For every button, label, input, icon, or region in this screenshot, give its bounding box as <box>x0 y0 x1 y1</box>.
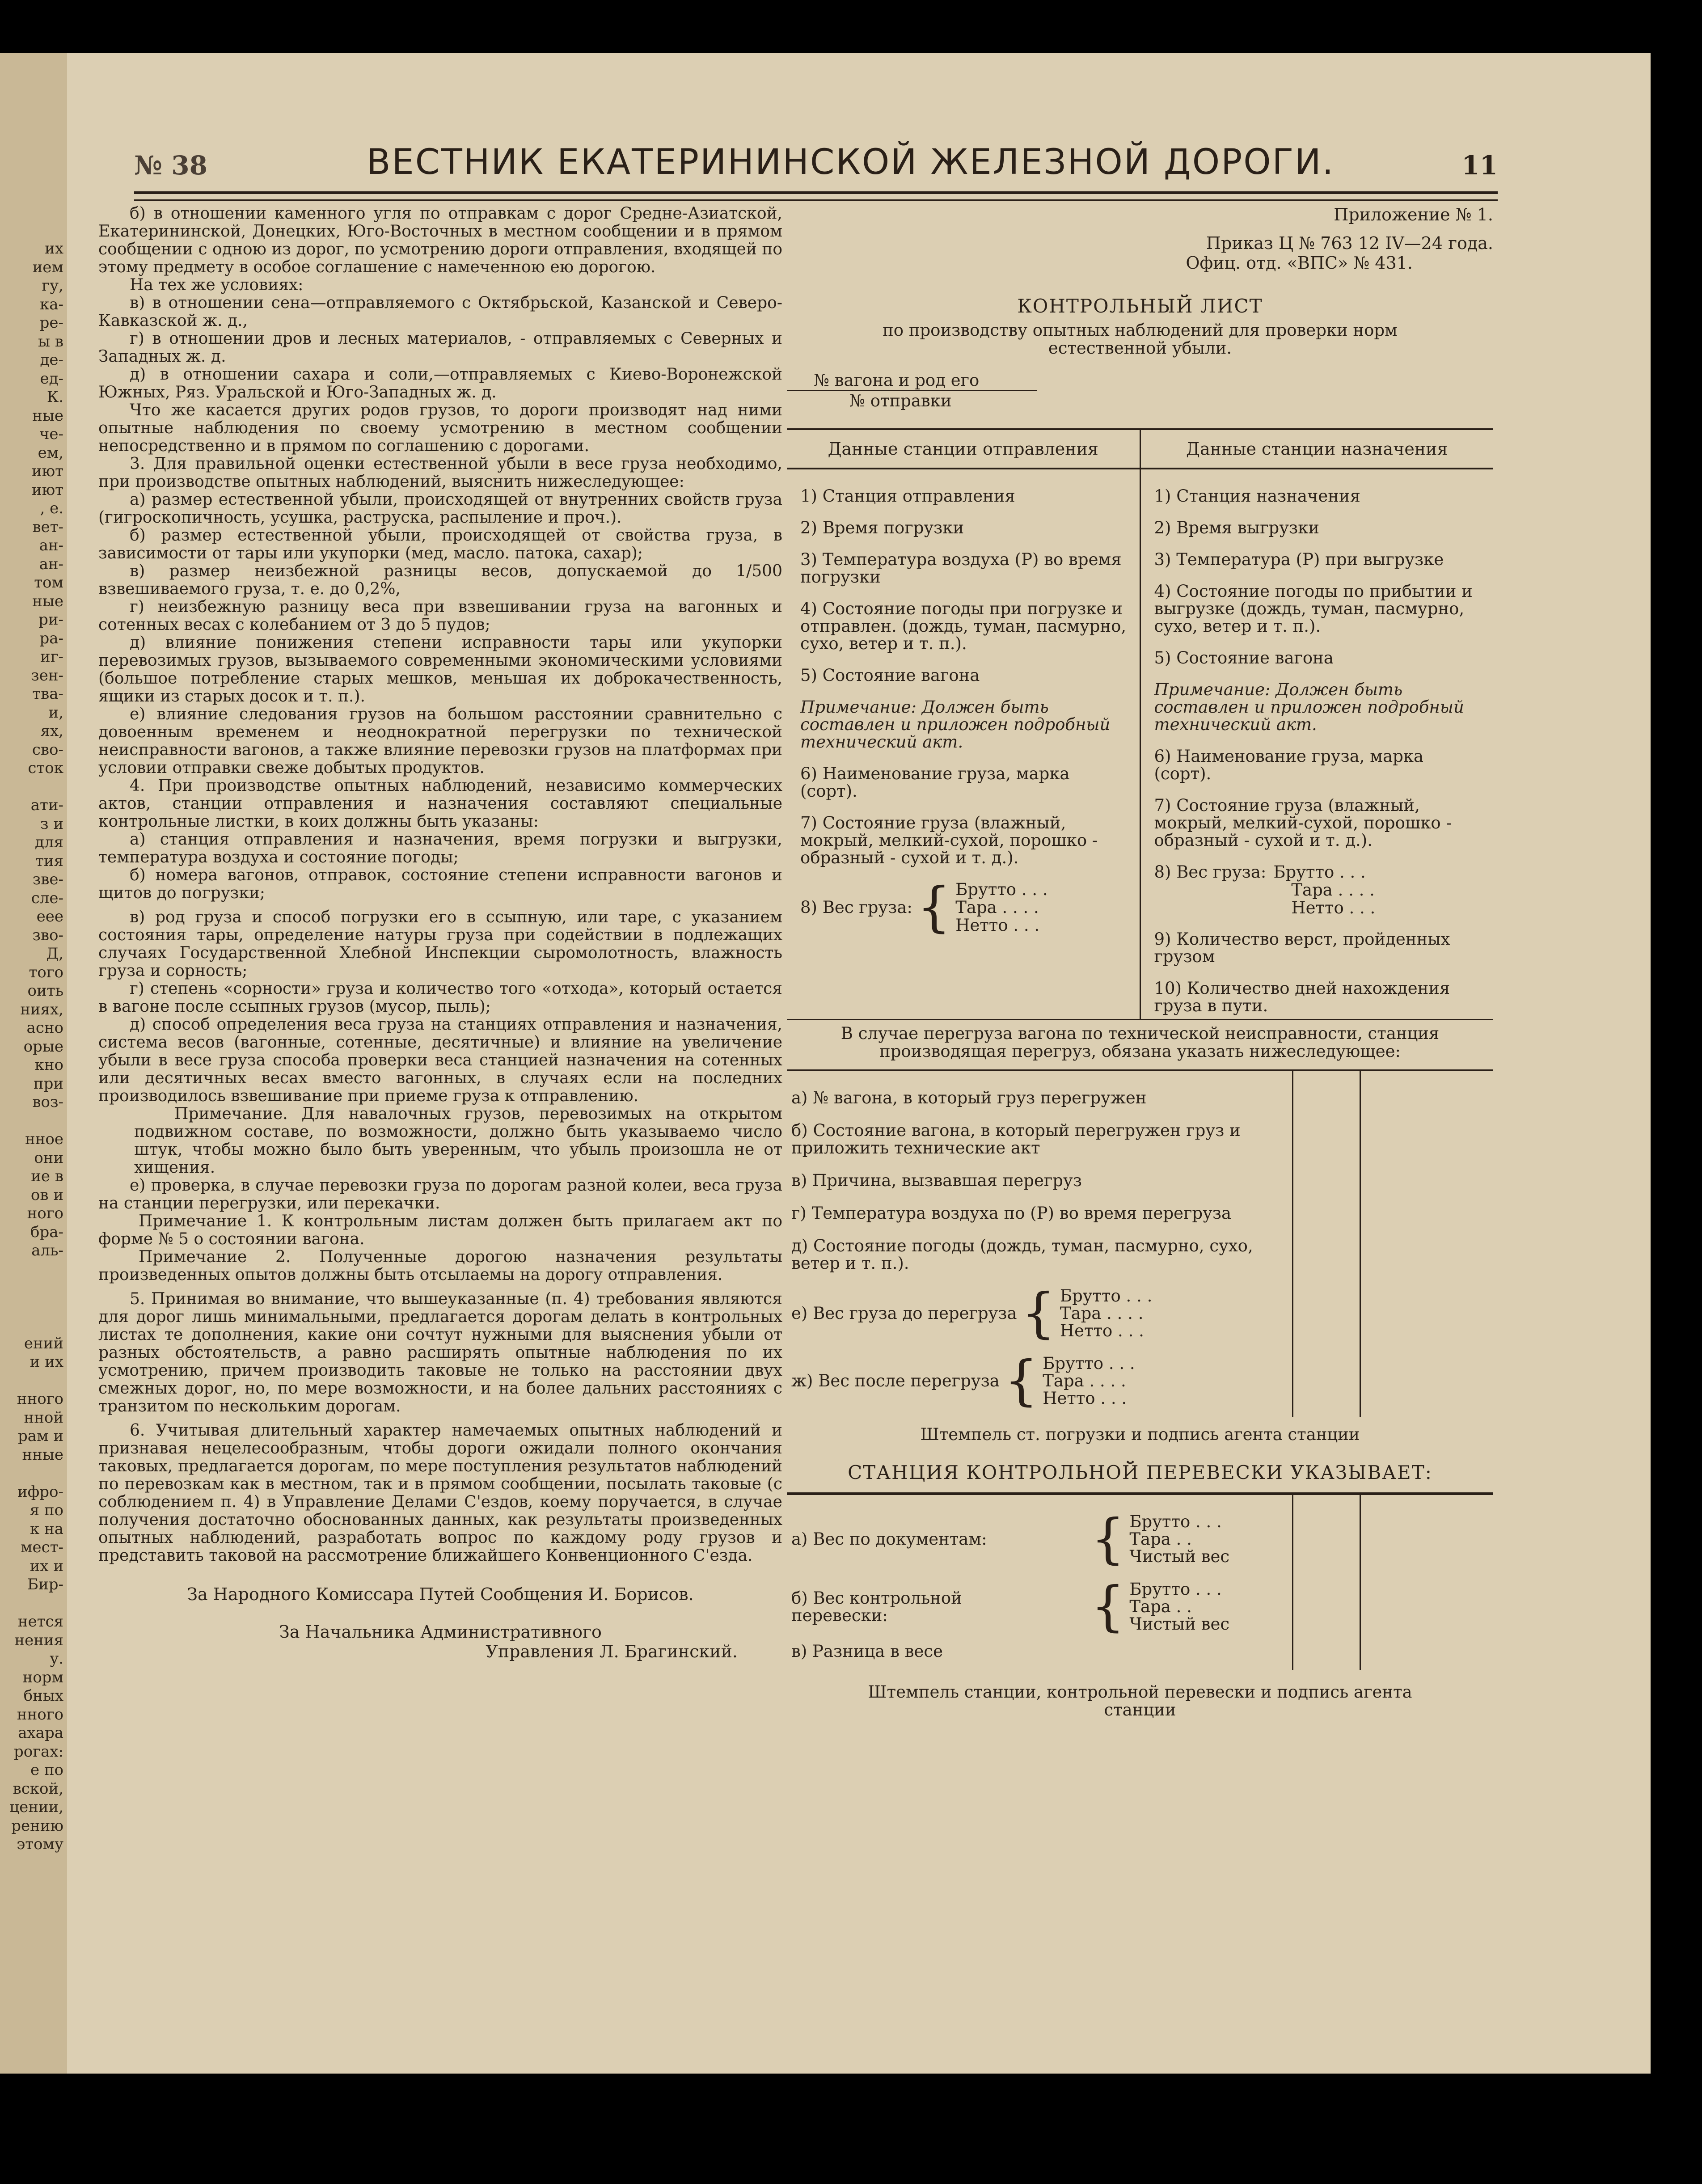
previous-page-fragment: том <box>34 574 63 591</box>
cell <box>1360 1071 1427 1116</box>
dst-weight-label: 8) Вес груза: <box>1154 862 1267 882</box>
previous-page-fragment <box>0 1112 67 1131</box>
previous-page-fragment: они <box>34 1149 63 1167</box>
brutto-label: Брутто . . . <box>1060 1286 1153 1305</box>
reload-e <box>787 1282 1292 1349</box>
netto-label: Нетто . . . <box>955 916 1040 935</box>
previous-page-fragment: че- <box>39 425 63 443</box>
appendix-label: Приложение № 1. <box>1334 205 1493 224</box>
destination-data <box>1140 469 1494 1019</box>
cell <box>1360 1116 1427 1166</box>
previous-page-fragment: ные <box>32 406 63 425</box>
paragraph: б) в отношении каменного угля по отправкам с дорог Средне-Азиатской, Екатерининской, Донецких, Юго-Восточных в местном сообщении и в прямом сообщении с одною из дорог, по усмотрению дороги отправления, входящей по этому предмету в особое соглашение с намеченною ею дорогою. <box>98 204 782 276</box>
cell <box>1360 1575 1427 1643</box>
cell <box>1360 1495 1427 1575</box>
section-3v: в) размер неизбежной разницы весов, допускаемой до 1/500 взвешиваемого груза, т. е. до 0,2%, <box>98 562 782 598</box>
left-column <box>98 205 782 1661</box>
dep-weight-values <box>955 881 1047 934</box>
previous-page-fragment: воз- <box>32 1093 63 1111</box>
section-3e: е) влияние следования грузов на большом расстоянии сравнительно с довоенным временем и неоднократной перегрузки по технической неисправности вагонов, а также влияние перевозки грузов на платформах при условии отправки свеже добытых продуктов. <box>98 705 782 777</box>
previous-page-fragment: ного <box>27 1204 63 1222</box>
previous-page-fragment: ахара <box>18 1724 63 1742</box>
brutto-label: Брутто . . . <box>1273 862 1366 882</box>
cell <box>1360 1166 1427 1199</box>
section-4a: а) станция отправления и назначения, время погрузки и выгрузки, температура воздуха и состояние погоды; <box>98 830 782 866</box>
previous-page-fragment: ан- <box>39 555 63 573</box>
reload-b: б) Состояние вагона, в который перегружен груз и приложить технические акт <box>791 1121 1241 1157</box>
previous-page-fragment: этому <box>17 1835 63 1853</box>
reload-row <box>787 1166 1493 1199</box>
previous-page-fragment: нного <box>17 1705 63 1724</box>
dst-item-9: 9) Количество верст, пройденных грузом <box>1154 929 1450 966</box>
previous-page-fragment: ед- <box>40 369 63 388</box>
control-b <box>787 1575 1292 1643</box>
brutto-label: Брутто . . . <box>1129 1580 1222 1599</box>
dep-weight-label: 8) Вес груза: <box>800 898 912 917</box>
signature-head-line1: За Начальника Административного <box>279 1622 602 1642</box>
issue-number: № 38 <box>134 150 207 181</box>
dst-item-4: 4) Состояние погоды по прибытии и выгрузке (дождь, туман, пасмурно, сухо, ветер и т. п.). <box>1154 582 1473 636</box>
departure-data <box>787 469 1140 1019</box>
previous-page-fragment: иг- <box>40 648 63 666</box>
form-subtitle: по производству опытных наблюдений для проверки норм естественной убыли. <box>883 321 1398 358</box>
dep-item-6: 6) Наименование груза, марка (сорт). <box>800 764 1070 801</box>
shipment-label: № отправки <box>849 391 952 410</box>
paragraph: Что же касается других родов грузов, то дороги производят над ними опытные наблюдения по своему усмотрению в местном сообщении непосредственно и в прямом по соглашению с дорогами. <box>98 401 782 455</box>
tara-label: Тара . . . . <box>1291 880 1375 900</box>
previous-page-fragment: зво- <box>32 926 63 944</box>
form-body <box>787 469 1493 1019</box>
reload-row <box>787 1116 1493 1166</box>
dst-note: Примечание: Должен быть составлен и приложен подробный технический акт. <box>1154 680 1464 734</box>
previous-page-fragment <box>0 1316 67 1335</box>
previous-page-fragment: ие в <box>31 1167 63 1185</box>
previous-page-fragment: я по <box>30 1501 63 1519</box>
reload-intro: В случае перегруза вагона по технической неисправности, станция производящая перегруз, обязана указать нижеследующее: <box>840 1024 1440 1061</box>
section-3g: г) неизбежную разницу веса при взвешивании груза на вагонных и сотенных весах с колебанием от 3 до 5 пудов; <box>98 598 782 634</box>
previous-page-fragment: ри- <box>38 611 63 629</box>
brace-icon: { <box>1091 1508 1125 1570</box>
right-column <box>787 205 1493 1719</box>
cell <box>1292 1071 1360 1116</box>
previous-page-fragment: нные <box>22 1445 63 1464</box>
previous-page-fragment: у. <box>50 1650 63 1668</box>
previous-page-fragment: аль- <box>31 1242 63 1259</box>
control-row <box>787 1643 1493 1670</box>
wagon-label: № вагона и род его <box>787 371 1037 391</box>
section-4-note: Примечание. Для навалочных грузов, перевозимых на открытом подвижном составе, по возможности, должно быть указываемо число штук, чтобы можно было быть уверенным, что убыль произошла не от хищения. <box>134 1105 782 1177</box>
paragraph: в) в отношении сена—отправляемого с Октябрьской, Казанской и Северо-Кавказской ж. д., <box>98 294 782 330</box>
dep-item-4: 4) Состояние погоды при погрузке и отправлен. (дождь, туман, пасмурно, сухо, ветер и т. п.). <box>800 599 1127 653</box>
dst-item-6: 6) Наименование груза, марка (сорт). <box>1154 747 1424 783</box>
previous-page-fragment: гу, <box>42 277 63 295</box>
tara-label: Тара . . . . <box>955 898 1039 917</box>
control-b-label: б) Вес контрольной перевески: <box>791 1588 962 1625</box>
previous-page-fragment: , е. <box>40 499 63 517</box>
previous-page-fragment: сток <box>28 759 63 777</box>
control-row <box>787 1495 1493 1575</box>
brutto-label: Брутто . . . <box>1043 1354 1135 1373</box>
previous-page-fragment <box>0 1372 67 1390</box>
brace-icon: { <box>1004 1349 1039 1412</box>
previous-page-fragment: тия <box>35 852 63 870</box>
previous-page-fragment: сле- <box>31 889 63 907</box>
previous-page-fragment: к на <box>30 1520 63 1538</box>
control-a <box>787 1495 1292 1575</box>
previous-page-fragment: де- <box>40 351 63 369</box>
previous-page-fragment: еее <box>36 908 63 925</box>
destination-header: Данные станции назначения <box>1140 430 1494 468</box>
previous-page-fragment: ием <box>32 258 63 276</box>
previous-page-fragment: сво- <box>32 740 63 759</box>
reload-row <box>787 1349 1493 1417</box>
brace-icon: { <box>1021 1282 1056 1344</box>
dst-item-10: 10) Количество дней нахождения груза в пути. <box>1154 979 1450 1015</box>
dep-item-1: 1) Станция отправления <box>800 486 1015 506</box>
previous-page-fragment: бра- <box>30 1223 63 1241</box>
section-3: 3. Для правильной оценки естественной убыли в весе груза необходимо, при производстве опытных наблюдений, выяснить нижеследующее: <box>98 455 782 491</box>
previous-page-fragment: ре- <box>39 314 63 332</box>
reload-row <box>787 1071 1493 1116</box>
previous-page-fragment: и, <box>48 703 63 722</box>
control-b-values <box>1129 1580 1229 1633</box>
stamp-control-station: Штемпель станции, контрольной перевески и подпись агента станции <box>868 1682 1412 1719</box>
reload-zh <box>787 1349 1292 1417</box>
signature-head-line2: Управления Л. Брагинский. <box>486 1642 738 1661</box>
clean-weight-label: Чистый вес <box>1129 1547 1230 1566</box>
previous-page-fragment: нной <box>24 1408 63 1427</box>
paragraph: д) в отношении сахара и соли,—отправляемых с Киево-Воронежской Южных, Ряз. Уральской и Юго-Западных ж. д. <box>98 365 782 401</box>
previous-page-fragment <box>0 1297 67 1316</box>
dst-item-2: 2) Время выгрузки <box>1154 518 1319 537</box>
stamp-loading-station: Штемпель ст. погрузки и подпись агента станции <box>920 1425 1360 1444</box>
form-title: КОНТРОЛЬНЫЙ ЛИСТ <box>1017 295 1263 317</box>
brace-icon: { <box>1091 1575 1125 1638</box>
cell <box>1360 1643 1427 1670</box>
cell <box>1292 1199 1360 1232</box>
previous-page-fragment: ан- <box>39 536 63 554</box>
brutto-label: Брутто . . . <box>1129 1512 1222 1531</box>
previous-page-fragment: кно <box>34 1056 63 1074</box>
tara-label: Тара . . <box>1129 1529 1192 1549</box>
previous-page-fragment <box>0 778 67 797</box>
cell <box>1360 1282 1427 1349</box>
dst-item-7: 7) Состояние груза (влажный, мокрый, мелкий-сухой, порошко - образный - сухой и т. д.). <box>1154 796 1452 850</box>
previous-page-fragment: е по <box>30 1761 63 1779</box>
dep-weight <box>800 876 1131 938</box>
page-number: 11 <box>1461 150 1498 181</box>
reload-g: г) Температура воздуха по (Р) во время перегруза <box>791 1204 1232 1223</box>
previous-page-fragment: рам и <box>18 1427 63 1445</box>
previous-page-fragment: зен- <box>31 666 63 684</box>
previous-page-fragment: ифро- <box>17 1483 63 1501</box>
previous-page-fragment: иют <box>31 462 63 480</box>
reload-e-values <box>1060 1287 1152 1339</box>
previous-page-fragment: Д, <box>46 945 63 963</box>
previous-page-fragment: при <box>33 1074 63 1093</box>
cell <box>1292 1495 1360 1575</box>
previous-page-fragment <box>0 1594 67 1613</box>
previous-page-fragment: ений <box>24 1334 63 1352</box>
cell <box>1360 1199 1427 1232</box>
cell <box>1292 1116 1360 1166</box>
previous-page-fragment <box>0 1279 67 1297</box>
dst-item-5: 5) Состояние вагона <box>1154 648 1334 667</box>
dep-item-7: 7) Состояние груза (влажный, мокрый, мелкий-сухой, порошко - образный - сухой и т. д.). <box>800 813 1098 867</box>
dst-weight-values <box>1273 863 1375 917</box>
previous-page-fragment: ях, <box>40 722 63 740</box>
previous-page-fragment: рению <box>11 1816 63 1835</box>
reload-v: в) Причина, вызвавшая перегруз <box>791 1171 1082 1190</box>
section-5: 5. Принимая во внимание, что вышеуказанные (п. 4) требования являются для дорог лишь минимальными, предлагается дорогам делать в контрольных листах те дополнения, какие они сочтут нужными для выяснения убыли от разных обстоятельств, а равно расширять опытные наблюдения по их усмотрению, причем производить таковые не только на расстоянии двух смежных дорог, но, по мере возможности, и на более дальних расстояниях с транзитом по нескольким дорогам. <box>98 1290 782 1415</box>
previous-page-fragment: Бир- <box>27 1576 63 1593</box>
brutto-label: Брутто . . . <box>955 880 1048 899</box>
note-2: Примечание 2. Полученные дорогою назначения результаты произведенных опытов должны быть отсылаемы на дорогу отправления. <box>98 1248 782 1284</box>
cell <box>1292 1575 1360 1643</box>
control-table <box>787 1492 1493 1670</box>
previous-page-fragment <box>0 1260 67 1279</box>
previous-page-fragment: ка- <box>39 295 63 313</box>
tara-label: Тара . . . . <box>1060 1304 1144 1323</box>
netto-label: Нетто . . . <box>1060 1321 1144 1340</box>
dst-item-1: 1) Станция назначения <box>1154 486 1360 506</box>
dep-item-5: 5) Состояние вагона <box>800 666 980 685</box>
brace-icon: { <box>916 876 951 938</box>
cell <box>1360 1349 1427 1417</box>
section-4: 4. При производстве опытных наблюдений, независимо коммерческих актов, станции отправления и назначения составляют специальные контрольные листки, в коих должны быть указаны: <box>98 777 782 831</box>
previous-page-fragment: ы в <box>38 332 63 351</box>
previous-page-fragment: рогах: <box>14 1742 63 1761</box>
dep-note: Примечание: Должен быть составлен и приложен подробный технический акт. <box>800 697 1111 752</box>
section-4b: б) номера вагонов, отправок, состояние степени исправности вагонов и щитов до погрузки; <box>98 866 782 902</box>
reload-zh-label: ж) Вес после перегруза <box>791 1371 1000 1390</box>
previous-page-fragment: ра- <box>39 629 63 647</box>
tara-label: Тара . . <box>1129 1597 1192 1616</box>
section-4e: е) проверка, в случае перевозки груза по дорогам разной колеи, веса груза на станции перегрузки, или перекачки. <box>98 1176 782 1212</box>
section-3a: а) размер естественной убыли, происходящей от внутренних свойств груза (гигроскопичность, усушка, раструска, распыление и проч.). <box>98 490 782 527</box>
cell <box>1360 1232 1427 1282</box>
cell <box>1292 1349 1360 1417</box>
previous-page-edge <box>0 53 67 2074</box>
dst-weight <box>1154 863 1485 917</box>
previous-page-fragment: оить <box>27 982 63 1000</box>
reload-table <box>787 1069 1493 1417</box>
order-line-2: Офиц. отд. «ВПС» № 431. <box>1186 253 1413 273</box>
section-3d: д) влияние понижения степени исправности тары или укупорки перевозимых грузов, вызываемого современными экономическими условиями (большое потребление старых мешков, меньшая их доброкачественность, ящики из старых досок и т. п.). <box>98 634 782 705</box>
form-columns-header <box>787 428 1493 469</box>
previous-page-fragment: ниях, <box>20 1000 63 1018</box>
cell <box>1292 1166 1360 1199</box>
previous-page-fragment: ати- <box>30 796 63 814</box>
previous-page-fragment: нется <box>17 1613 63 1631</box>
previous-page-fragment: ные <box>32 592 63 610</box>
control-v: в) Разница в весе <box>791 1642 943 1661</box>
paragraph: г) в отношении дров и лесных материалов, - отправляемых с Северных и Западных ж. д. <box>98 330 782 366</box>
netto-label: Нетто . . . <box>1043 1389 1127 1408</box>
cell <box>1292 1643 1360 1670</box>
note-1: Примечание 1. К контрольным листам должен быть прилагаем акт по форме № 5 о состоянии вагона. <box>98 1212 782 1248</box>
section-6: 6. Учитывая длительный характер намечаемых опытных наблюдений и признавая нецелесообразным, чтобы дороги ожидали полного окончания таковых, предлагается дорогам, по мере поступления результатов наблюдений по перевозкам как в местном, так и в прямом сообщении, посылать таковые (с соблюдением п. 4) в Управление Делами С'ездов, коему поручается, в случае получения достаточно обоснованных данных, как результаты произведенных опытных наблюдений, разработать вопрос по каждому роду грузов и представить таковой на рассмотрение ближайшего Конвенционного С'езда. <box>98 1421 782 1565</box>
previous-page-text <box>0 53 67 1854</box>
previous-page-fragment: ов и <box>30 1186 63 1204</box>
header-rule <box>134 191 1498 201</box>
previous-page-fragment: для <box>35 833 63 851</box>
previous-page-fragment: нения <box>14 1631 63 1649</box>
previous-page-fragment: их и <box>30 1557 63 1575</box>
departure-header: Данные станции отправления <box>828 439 1098 459</box>
previous-page-fragment: иют <box>31 481 63 499</box>
signature-commissar: За Народного Комиссара Путей Сообщения И. Борисов. <box>187 1584 694 1604</box>
reload-d: д) Состояние погоды (дождь, туман, пасмурно, сухо, ветер и т. п.). <box>791 1236 1253 1273</box>
paragraph: На тех же условиях: <box>130 276 304 294</box>
cell <box>1292 1282 1360 1349</box>
previous-page-fragment: тва- <box>32 685 63 703</box>
previous-page-fragment: вской, <box>13 1779 63 1798</box>
control-a-label: а) Вес по документам: <box>791 1529 987 1549</box>
order-line-1: Приказ Ц № 763 12 IV—24 года. <box>1206 233 1493 253</box>
tara-label: Тара . . . . <box>1043 1371 1126 1390</box>
previous-page-fragment: мест- <box>21 1538 63 1556</box>
page-header <box>134 142 1498 191</box>
section-4g: г) степень «сорности» груза и количество того «отхода», который остается в вагоне после ссыпных грузов (мусор, пыль); <box>98 980 782 1016</box>
reload-zh-values <box>1043 1355 1135 1407</box>
section-4d: д) способ определения веса груза на станциях отправления и назначения, система весов (вагонные, сотенные, десятичные) и влияние на увеличение убыли в весе груза способа проверки веса станцией назначения на сотенных или десятичных весах вместо вагонных, в случаях если на последних производилось взвешивание при приеме груза к отправлению. <box>98 1015 782 1105</box>
reload-row <box>787 1282 1493 1349</box>
previous-page-fragment: орые <box>23 1037 63 1056</box>
previous-page-fragment: бных <box>23 1687 63 1705</box>
previous-page-fragment: норм <box>22 1668 63 1686</box>
reload-e-label: е) Вес груза до перегруза <box>791 1304 1017 1323</box>
previous-page-fragment: ем, <box>38 444 63 462</box>
control-a-values <box>1129 1513 1229 1565</box>
previous-page-fragment: того <box>29 963 63 981</box>
previous-page-fragment: нного <box>17 1390 63 1408</box>
previous-page-fragment: з и <box>40 815 63 833</box>
control-row <box>787 1575 1493 1643</box>
newspaper-title: ВЕСТНИК ЕКАТЕРИНИНСКОЙ ЖЕЛЕЗНОЙ ДОРОГИ. <box>367 142 1335 182</box>
dep-item-3: 3) Температура воздуха (Р) во время погрузки <box>800 550 1122 587</box>
dst-item-3: 3) Температура (Р) при выгрузке <box>1154 550 1444 569</box>
reload-row <box>787 1199 1493 1232</box>
reload-a: а) № вагона, в который груз перегружен <box>791 1088 1147 1107</box>
previous-page-fragment: асно <box>26 1019 63 1037</box>
previous-page-fragment: вет- <box>32 518 63 536</box>
previous-page-fragment: зве- <box>32 870 63 888</box>
previous-page-fragment: их <box>45 240 63 258</box>
reload-row <box>787 1232 1493 1282</box>
previous-page-fragment <box>0 1464 67 1483</box>
previous-page-fragment: и их <box>30 1353 63 1371</box>
newspaper-page <box>0 53 1651 2074</box>
clean-weight-label: Чистый вес <box>1129 1614 1230 1634</box>
previous-page-fragment: нное <box>25 1130 63 1148</box>
cell <box>1292 1232 1360 1282</box>
section-3b: б) размер естественной убыли, происходящей от свойства груза, в зависимости от тары или укупорки (мед, масло. патока, сахар); <box>98 526 782 562</box>
section-4v: в) род груза и способ погрузки его в ссыпную, или таре, с указанием состояния тары, определение натуры груза при содействии в подлежащих случаях Государственной Хлебной Инспекции сыромолотность, влажность груза и сорность; <box>98 908 782 980</box>
previous-page-fragment: К. <box>46 388 63 406</box>
dep-item-2: 2) Время погрузки <box>800 518 964 537</box>
previous-page-fragment: цении, <box>9 1798 63 1816</box>
netto-label: Нетто . . . <box>1291 898 1376 917</box>
control-title: СТАНЦИЯ КОНТРОЛЬНОЙ ПЕРЕВЕСКИ УКАЗЫВАЕТ: <box>848 1462 1432 1483</box>
